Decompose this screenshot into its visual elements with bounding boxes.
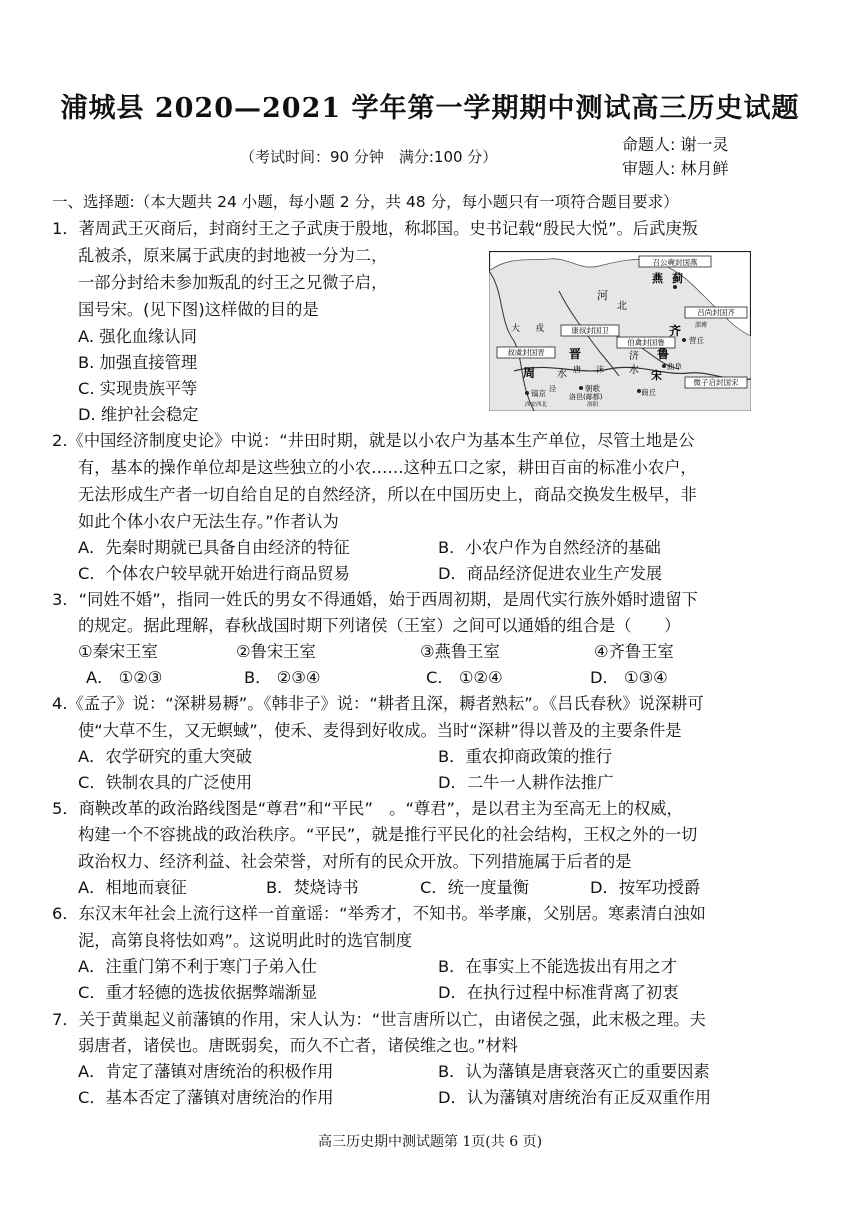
q1-line-1: 1．著周武王灭商后，封商纣王之子武庚于殷地，称邶国。史书记载“殷民大悦”。后武庚叛 bbox=[52, 219, 698, 238]
q2-line-4: 如此个体小农户无法生存。”作者认为 bbox=[78, 512, 339, 531]
page-footer: 高三历史期中测试题第 1页(共 6 页) bbox=[317, 1134, 543, 1150]
q3-item-2: ②鲁宋王室 bbox=[236, 642, 316, 661]
map-label-tang: 唐 bbox=[573, 365, 581, 374]
q3-option-c[interactable]: C． ①②④ bbox=[426, 668, 503, 687]
map-label-luoyang: 洛阳 bbox=[587, 402, 599, 408]
map-label-bei: 北 bbox=[617, 301, 627, 312]
map-label-song-fief: 微子启封国宋 bbox=[693, 378, 739, 387]
map-label-zibo: 淄博 bbox=[695, 322, 708, 329]
q1-line-3: 一部分封给未参加叛乱的纣王之兄微子启， bbox=[78, 273, 388, 292]
q6-option-b[interactable]: B．在事实上不能选拔出有用之才 bbox=[438, 957, 678, 976]
q3-item-4: ④齐鲁王室 bbox=[594, 642, 674, 661]
q5-option-b[interactable]: B．焚烧诗书 bbox=[266, 878, 359, 897]
q3-item-1: ①秦宋王室 bbox=[78, 642, 158, 661]
q2-line-3: 无法形成生产者一切自给自足的自然经济，所以在中国历史上，商品交换发生极早，非 bbox=[78, 485, 697, 504]
map-label-haojing: 镐京 bbox=[531, 389, 546, 398]
q6-line-1: 6．东汉末年社会上流行这样一首童谣：“举秀才，不知书。举孝廉，父别居。寒素清白浊如 bbox=[52, 904, 706, 923]
setter: 命题人: 谢一灵 bbox=[622, 135, 729, 154]
map-label-lu-fief: 伯禽封国鲁 bbox=[627, 338, 665, 347]
q4-line-1: 4.《孟子》说：“深耕易耨”。《韩非子》说：“耕者且深，耨者熟耘”。《吕氏春秋》说深耕可 bbox=[52, 694, 704, 713]
map-label-qi: 齐 bbox=[669, 324, 682, 338]
map-label-mo: 沫 bbox=[596, 365, 604, 374]
q1-option-a[interactable]: A. 强化血缘认同 bbox=[78, 327, 197, 346]
q2-line-1: 2.《中国经济制度史论》中说：“井田时期，就是以小农户为基本生产单位，尽管土地是公 bbox=[52, 431, 695, 450]
map-label-zhaoge: 朝歌 bbox=[585, 384, 600, 393]
q6-option-d[interactable]: D．在执行过程中标准背离了初衷 bbox=[438, 983, 679, 1002]
q5-line-3: 政治权力、经济利益、社会荣誉，对所有的民众开放。下列措施属于后者的是 bbox=[78, 852, 632, 871]
map-label-ji: 蓟 bbox=[672, 272, 683, 285]
map-label-rong: 戎 bbox=[535, 324, 545, 334]
q7-option-b[interactable]: B．认为藩镇是唐衰落灭亡的重要因素 bbox=[438, 1062, 710, 1081]
q2-option-a[interactable]: A．先秦时期就已具备自由经济的特征 bbox=[78, 538, 350, 557]
q7-option-c[interactable]: C．基本否定了藩镇对唐统治的作用 bbox=[78, 1088, 334, 1107]
map-label-he: 河 bbox=[597, 289, 608, 302]
q1-option-d[interactable]: D. 维护社会稳定 bbox=[78, 405, 199, 424]
q3-line-1: 3．“同姓不婚”，指同一姓氏的男女不得通婚，始于西周初期，是周代实行族外婚时遗留下 bbox=[52, 590, 698, 609]
map-label-luoyi: 洛邑(鄗都) bbox=[569, 393, 603, 401]
q2-line-2: 有，基本的操作单位却是这些独立的小农……这种五口之家，耕田百亩的标准小农户， bbox=[78, 458, 697, 477]
map-label-zhou: 周 bbox=[523, 366, 536, 380]
q1-option-c[interactable]: C. 实现贵族平等 bbox=[78, 379, 198, 398]
map-label-shui-1: 水 bbox=[629, 365, 639, 376]
q6-line-2: 泥，高第良将怯如鸡”。这说明此时的选官制度 bbox=[78, 931, 413, 950]
q7-option-d[interactable]: D．认为藩镇对唐统治有正反双重作用 bbox=[438, 1088, 712, 1107]
q3-option-b[interactable]: B． ②③④ bbox=[244, 668, 321, 687]
q5-option-d[interactable]: D．按军功授爵 bbox=[590, 878, 701, 897]
q2-option-d[interactable]: D．商品经济促进农业生产发展 bbox=[438, 564, 663, 583]
q1-line-4: 国号宋。(见下图)这样做的目的是 bbox=[78, 300, 319, 319]
exam-info: （考试时间：90 分钟 满分:100 分） bbox=[240, 148, 498, 166]
q5-line-2: 构建一个不容挑战的政治秩序。“平民”，就是推行平民化的社会结构，王权之外的一切 bbox=[78, 825, 698, 844]
map-label-ji-river: 济 bbox=[629, 351, 639, 362]
q4-option-b[interactable]: B．重农抑商政策的推行 bbox=[438, 747, 612, 766]
q3-line-2: 的规定。据此理解，春秋战国时期下列诸侯（王室）之间可以通婚的组合是（ ） bbox=[78, 616, 681, 635]
section-heading: 一、选择题:（本大题共 24 小题，每小题 2 分，共 48 分，每小题只有一项符合题目要求） bbox=[52, 193, 679, 211]
q1-line-2: 乱被杀，原来属于武庚的封地被一分为二， bbox=[78, 246, 388, 265]
map-label-yingqiu: 营丘 bbox=[689, 336, 704, 345]
q2-option-c[interactable]: C．个体农户较早就开始进行商品贸易 bbox=[78, 564, 350, 583]
map-label-yan: 燕 bbox=[652, 272, 663, 285]
map-label-jin-fief: 叔虞封国晋 bbox=[507, 348, 545, 357]
map-label-xian: 西安西北 bbox=[525, 402, 548, 408]
map-label-jin: 晋 bbox=[569, 347, 582, 361]
map-label-lu: 鲁 bbox=[657, 347, 670, 361]
q5-line-1: 5．商鞅改革的政治路线图是“尊君”和“平民” 。“尊君”，是以君主为至高无上的权威， bbox=[52, 799, 683, 818]
map-label-jing: 泾 bbox=[549, 385, 556, 393]
q4-option-d[interactable]: D．二牛一人耕作法推广 bbox=[438, 773, 614, 792]
map-label-qufu: 曲阜 bbox=[667, 362, 682, 371]
q6-option-a[interactable]: A．注重门第不利于寒门子弟入仕 bbox=[78, 957, 318, 976]
q5-option-c[interactable]: C．统一度量衡 bbox=[420, 878, 530, 897]
map-label-song: 宋 bbox=[651, 369, 662, 382]
reviewer: 审题人: 林月鲜 bbox=[622, 159, 729, 178]
q4-line-2: 使“大草不生，又无螟蜮”，使禾、麦得到好收成。当时“深耕”得以普及的主要条件是 bbox=[78, 721, 682, 740]
q3-item-3: ③燕鲁王室 bbox=[420, 642, 500, 661]
map-label-shangqiu: 商丘 bbox=[641, 388, 656, 397]
q7-line-1: 7．关于黄巢起义前藩镇的作用，宋人认为：“世言唐所以亡，由诸侯之强，此末极之理。夫 bbox=[52, 1010, 706, 1029]
map-label-yan-fief: 召公奭封国燕 bbox=[652, 258, 698, 267]
q7-line-2: 弱唐者，诸侯也。唐既弱矣，而久不亡者，诸侯维之也。”材料 bbox=[78, 1036, 518, 1055]
map-label-da: 大 bbox=[511, 324, 521, 334]
map-label-shui-2: 水 bbox=[557, 369, 567, 380]
page-title: 浦城县 2020—2021 学年第一学期期中测试高三历史试题 bbox=[60, 93, 800, 124]
q4-option-c[interactable]: C．铁制农具的广泛使用 bbox=[78, 773, 253, 792]
map-label-qi-fief: 吕尚封国齐 bbox=[697, 308, 735, 317]
q2-option-b[interactable]: B．小农户作为自然经济的基础 bbox=[438, 538, 661, 557]
q6-option-c[interactable]: C．重才轻德的选拔依据弊端渐显 bbox=[78, 983, 318, 1002]
zhou-fief-map bbox=[489, 251, 751, 411]
q7-option-a[interactable]: A．肯定了藩镇对唐统治的积极作用 bbox=[78, 1062, 334, 1081]
q4-option-a[interactable]: A．农学研究的重大突破 bbox=[78, 747, 252, 766]
map-label-wei-fief: 康叔封国卫 bbox=[571, 326, 609, 335]
q3-option-d[interactable]: D． ①③④ bbox=[590, 668, 668, 687]
q1-option-b[interactable]: B. 加强直接管理 bbox=[78, 353, 198, 372]
q5-option-a[interactable]: A．相地而衰征 bbox=[78, 878, 187, 897]
q3-option-a[interactable]: A． ①②③ bbox=[86, 668, 163, 687]
